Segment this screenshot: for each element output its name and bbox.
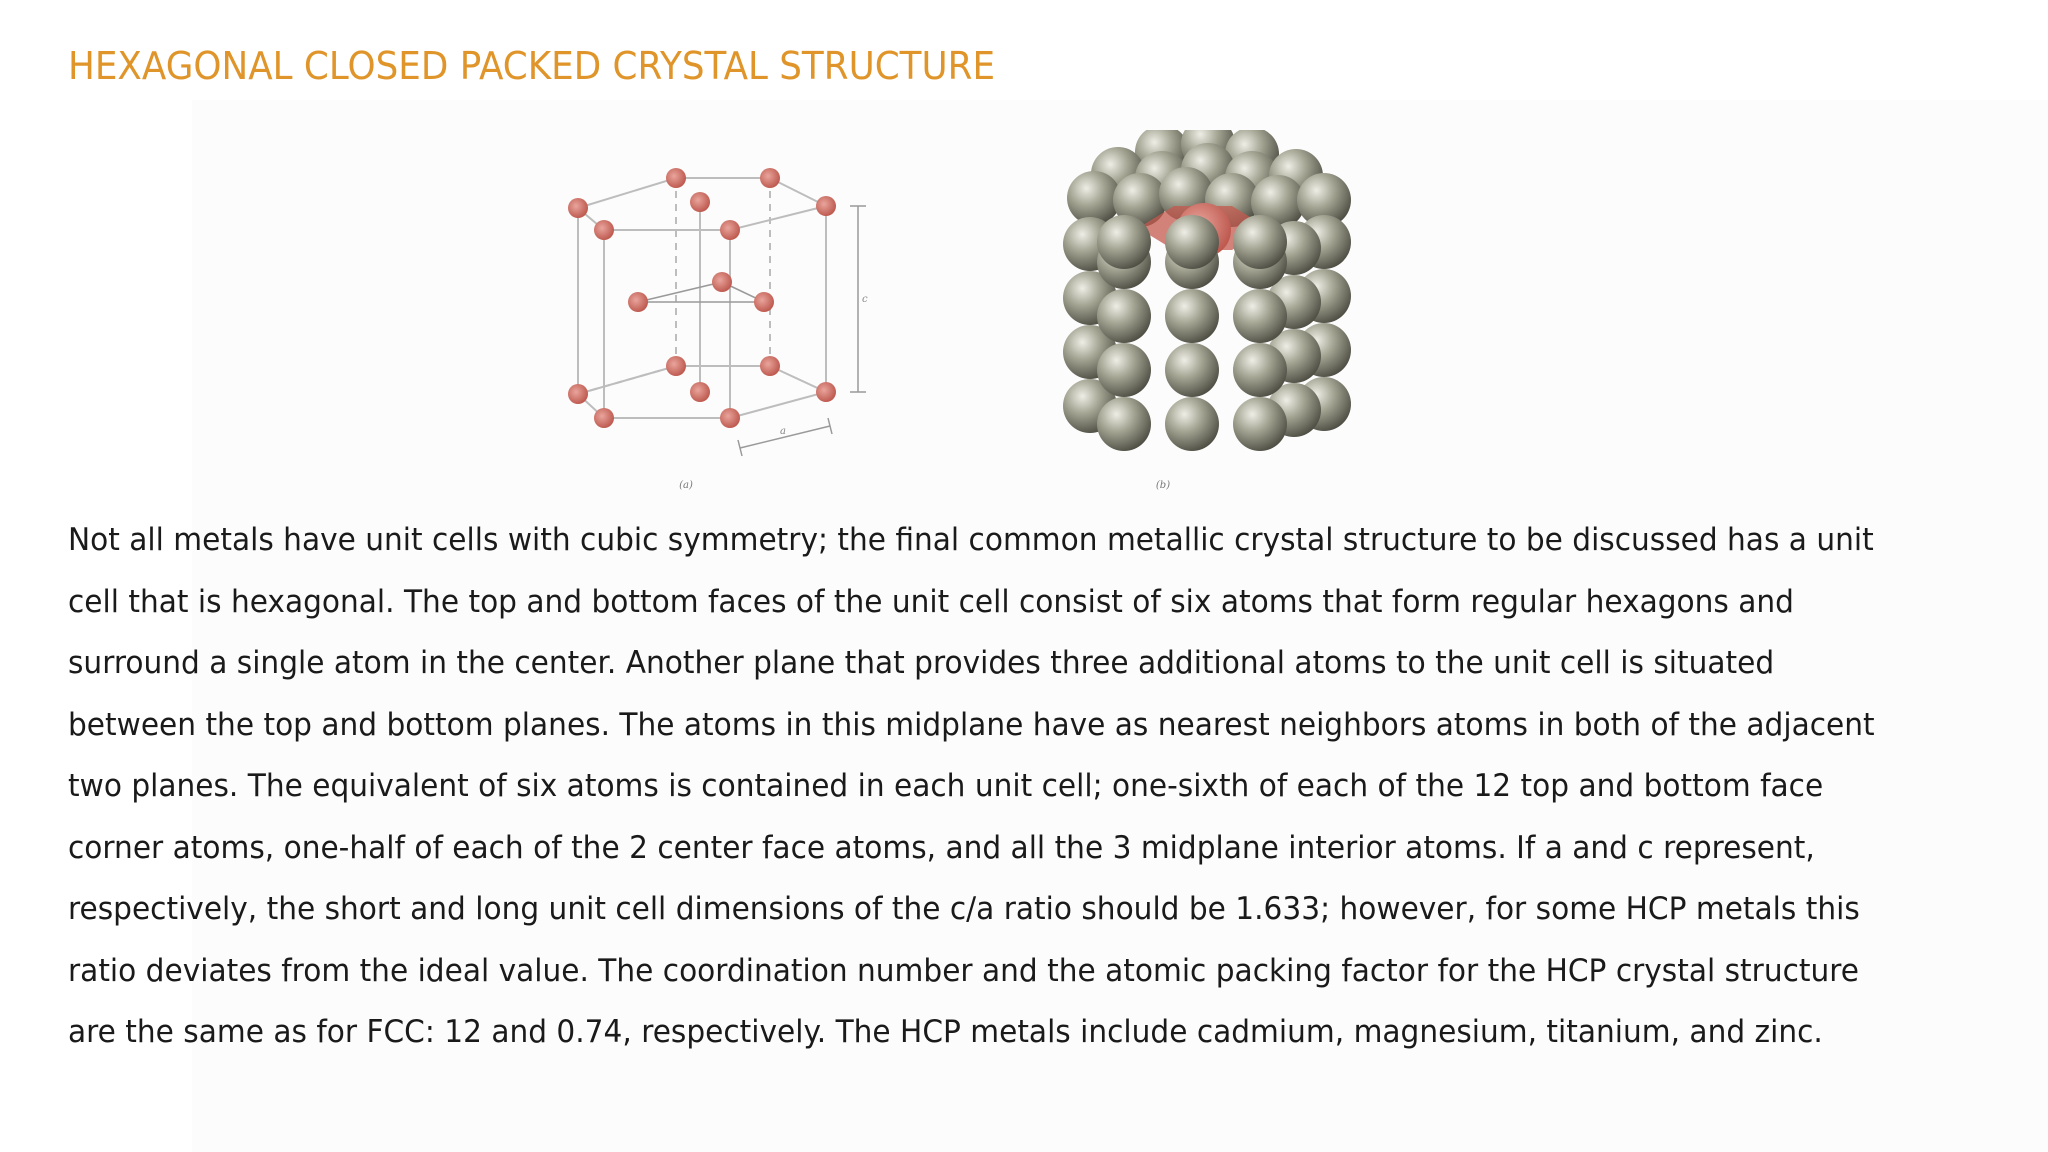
body-paragraph: [68, 510, 1998, 1064]
atom: [666, 168, 686, 188]
atom: [594, 220, 614, 240]
paragraph-line: are the same as for FCC: 12 and 0.74, respectively. The HCP metals include cadmium, magnesium, titanium, and zinc.: [68, 1014, 1823, 1050]
hcp-sphere-model: [1063, 130, 1351, 451]
sphere: [1097, 343, 1151, 397]
atom: [666, 356, 686, 376]
sphere: [1165, 343, 1219, 397]
sphere: [1097, 397, 1151, 451]
atom: [712, 272, 732, 292]
atom: [720, 408, 740, 428]
paragraph-line: between the top and bottom planes. The atoms in this midplane have as nearest neighbors atoms in both of the adjacent: [68, 706, 1875, 743]
dimension-label-a: a: [780, 426, 786, 437]
atom: [760, 356, 780, 376]
caption-a: (a): [679, 480, 693, 491]
sphere: [1165, 215, 1219, 269]
sphere: [1067, 171, 1121, 225]
sphere: [1165, 397, 1219, 451]
sphere: [1233, 397, 1287, 451]
atom: [568, 384, 588, 404]
paragraph-line: ratio deviates from the ideal value. The coordination number and the atomic packing factor for the HCP crystal structure: [68, 952, 1859, 989]
caption-b: (b): [1155, 480, 1171, 491]
paragraph-line: Not all metals have unit cells with cubic symmetry; the final common metallic crystal structure to be discussed has a unit: [68, 522, 1874, 558]
atom: [628, 292, 648, 312]
sphere: [1097, 289, 1151, 343]
sphere: [1097, 215, 1151, 269]
atom: [720, 220, 740, 240]
atom: [568, 198, 588, 218]
atom: [690, 192, 710, 212]
hcp-unit-cell-diagram: [568, 168, 868, 491]
atom: [816, 196, 836, 216]
sphere: [1233, 289, 1287, 343]
sphere: [1233, 215, 1287, 269]
paragraph-line: two planes. The equivalent of six atoms is contained in each unit cell; one-sixth of each of the 12 top and bottom face: [68, 768, 1824, 804]
paragraph-line: cell that is hexagonal. The top and bottom faces of the unit cell consist of six atoms that form regular hexagons and: [68, 583, 1794, 620]
hcp-figure: [540, 130, 1360, 500]
atom: [594, 408, 614, 428]
sphere: [1233, 343, 1287, 397]
atom: [690, 382, 710, 402]
paragraph-line: corner atoms, one-half of each of the 2 center face atoms, and all the 3 midplane interior atoms. If a and c represent,: [68, 829, 1815, 866]
atom: [754, 292, 774, 312]
paragraph-line: respectively, the short and long unit cell dimensions of the c/a ratio should be 1.633; however, for some HCP metals this: [68, 891, 1860, 927]
slide-title: HEXAGONAL CLOSED PACKED CRYSTAL STRUCTURE: [68, 44, 996, 88]
atom: [816, 382, 836, 402]
sphere: [1165, 289, 1219, 343]
dimension-label-c: c: [862, 294, 868, 305]
paragraph-line: surround a single atom in the center. Another plane that provides three additional atoms to the unit cell is situated: [68, 645, 1775, 681]
atom: [760, 168, 780, 188]
